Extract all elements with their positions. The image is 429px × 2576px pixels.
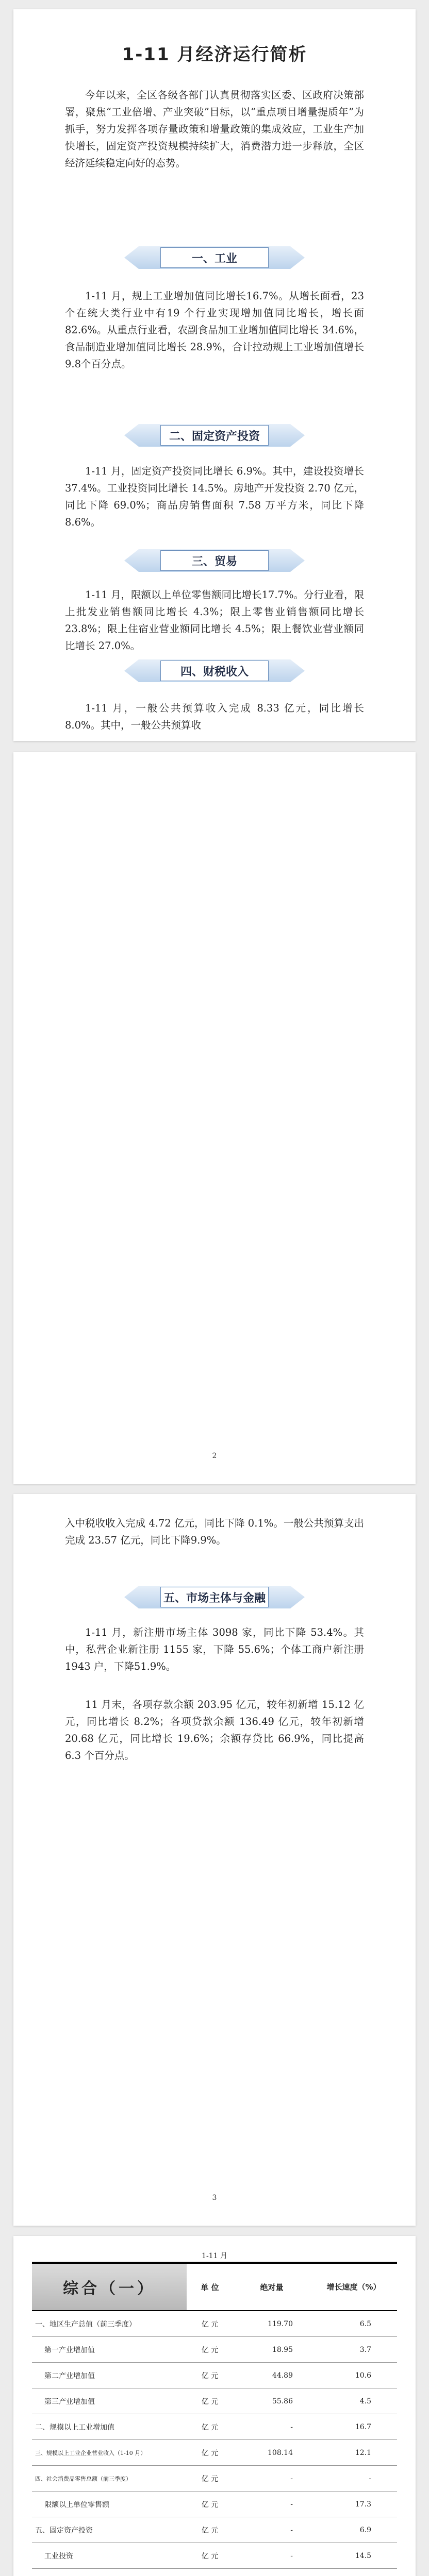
- row-label: 工业投资: [44, 2552, 73, 2561]
- section-banner-trade: [124, 549, 305, 572]
- industry-paragraph: 1-11 月，规上工业增加值同比增长16.7%。从增长面看，23 个在统大类行业中有19 个行业实现增加值同比增长，增长面82.6%。从重点行业看，农副食品加工业增加值同比增长 34.6%，食品制造业增加值同比增长 28.9%，合计拉动规上工业增加值增长 9.8个百分点。: [65, 290, 364, 370]
- row-absolute-value: 108.14: [268, 2448, 293, 2457]
- row-unit: 亿 元: [201, 2423, 219, 2432]
- row-unit: 亿 元: [201, 2526, 219, 2535]
- section-heading-market: 五、市场主体与金融: [160, 1587, 269, 1607]
- row-label: 四、社会消费品零售总额（前三季度）: [35, 2475, 131, 2482]
- row-label: 第二产业增加值: [44, 2371, 95, 2380]
- page-number: 2: [212, 1452, 217, 1460]
- row-label: 三、规模以上工业企业营业收入（1-10 月）: [35, 2449, 146, 2456]
- row-label: 限额以上单位零售额: [44, 2500, 109, 2509]
- bank-paragraph: 11 月末，各项存款余额 203.95 亿元，较年初新增 15.12 亿元，同比增长 8.2%；各项贷款余额 136.49 亿元，较年初新增 20.68 亿元，同比增长 19.6%；余额存贷比 66.9%，同比提高 6.3 个百分点。: [65, 1699, 364, 1761]
- page-4: [13, 2236, 416, 2576]
- row-growth-rate: 12.1: [355, 2448, 371, 2457]
- row-unit: 亿 元: [201, 2449, 219, 2458]
- row-unit: 亿 元: [201, 2346, 219, 2354]
- table-row: [32, 2440, 397, 2466]
- table-row: [32, 2466, 397, 2492]
- section-heading-investment: 二、固定资产投资: [160, 425, 269, 446]
- row-growth-rate: 16.7: [355, 2422, 371, 2431]
- row-absolute-value: -: [290, 2422, 293, 2431]
- table-row: [32, 2337, 397, 2363]
- table-row: [32, 2569, 397, 2576]
- section-banner-industry: [124, 246, 305, 269]
- row-label: 二、规模以上工业增加值: [35, 2423, 114, 2432]
- section-banner-market: [124, 1586, 305, 1608]
- section-heading-trade: 三、贸易: [160, 550, 269, 571]
- table-period: 1-11 月: [202, 2252, 227, 2260]
- page-3: [13, 1494, 416, 2226]
- page-2: [13, 752, 416, 1484]
- section-banner-investment: [124, 424, 305, 447]
- table-row: [32, 2388, 397, 2414]
- row-absolute-value: -: [290, 2551, 293, 2560]
- row-absolute-value: 18.95: [272, 2345, 293, 2354]
- row-unit: 亿 元: [201, 2397, 219, 2406]
- row-growth-rate: 10.6: [355, 2371, 371, 2380]
- section-banner-finance: [124, 659, 305, 682]
- row-unit: 亿 元: [201, 2500, 219, 2509]
- row-growth-rate: -: [369, 2474, 371, 2483]
- header-growth-rate: 增长速度（%）: [326, 2282, 381, 2292]
- finance-paragraph-cont: 入中税收收入完成 4.72 亿元，同比下降 0.1%。一般公共预算支出完成 23.57 亿元，同比下降9.9%。: [65, 1517, 364, 1546]
- page-1: [13, 9, 416, 741]
- table-row: [32, 2517, 397, 2543]
- section-heading-industry: 一、工业: [160, 247, 269, 268]
- row-label: 五、固定资产投资: [35, 2526, 93, 2535]
- trade-paragraph: 1-11 月，限额以上单位零售额同比增长17.7%。分行业看，限上批发业销售额同比增长 4.3%；限上零售业销售额同比增长 23.8%；限上住宿业营业额同比增长 4.5%；限上餐饮业营业额同比增长 27.0%。: [65, 589, 364, 652]
- table-row: [32, 2311, 397, 2337]
- row-absolute-value: 119.70: [268, 2319, 293, 2328]
- table-row: [32, 2543, 397, 2569]
- table-body: [32, 2311, 397, 2576]
- intro-paragraph: 今年以来，全区各级各部门认真贯彻落实区委、区政府决策部署，聚焦“工业倍增、产业突破”目标，以“重点项目增量提质年”为抓手，努力发挥各项存量政策和增量政策的集成效应，工业生产加快增长，固定资产投资规模持续扩大，消费潜力进一步释放，全区经济延续稳定向好的态势。: [65, 89, 364, 169]
- row-growth-rate: 4.5: [359, 2397, 371, 2405]
- row-growth-rate: 3.7: [359, 2345, 371, 2354]
- summary-table-1: [32, 2250, 397, 2576]
- row-absolute-value: 55.86: [272, 2397, 293, 2405]
- finance-paragraph-start: 1-11 月，一般公共预算收入完成 8.33 亿元，同比增长 8.0%。其中，一般公共预算收: [65, 702, 364, 731]
- page-number: 3: [212, 2194, 217, 2202]
- row-label: 第一产业增加值: [44, 2346, 95, 2354]
- table-title: 综合（一）: [32, 2264, 187, 2310]
- row-growth-rate: 14.5: [355, 2551, 371, 2560]
- row-absolute-value: -: [290, 2526, 293, 2534]
- row-unit: 亿 元: [201, 2552, 219, 2561]
- table-row: [32, 2492, 397, 2517]
- row-unit: 亿 元: [201, 2320, 219, 2329]
- row-label: 一、地区生产总值（前三季度）: [35, 2320, 136, 2329]
- row-absolute-value: -: [290, 2500, 293, 2509]
- row-absolute-value: -: [290, 2474, 293, 2483]
- row-absolute-value: 44.89: [272, 2371, 293, 2380]
- section-heading-finance: 四、财税收入: [160, 660, 269, 681]
- report-title: 1-11 月经济运行简析: [122, 44, 307, 65]
- investment-paragraph: 1-11 月，固定资产投资同比增长 6.9%。其中，建设投资增长 37.4%。工业投资同比增长 14.5%。房地产开发投资 2.70 亿元，同比下降 69.0%；商品房销售面积 7.58 万平方米，同比下降 8.6%。: [65, 465, 364, 528]
- table-header: [32, 2264, 397, 2311]
- row-unit: 亿 元: [201, 2475, 219, 2483]
- header-absolute: 绝对量: [260, 2282, 284, 2292]
- table-row: [32, 2414, 397, 2440]
- row-growth-rate: 17.3: [355, 2500, 371, 2509]
- row-growth-rate: 6.5: [359, 2319, 371, 2328]
- market-paragraph: 1-11 月，新注册市场主体 3098 家，同比下降 53.4%。其中，私营企业新注册 1155 家，下降 55.6%；个体工商户新注册 1943 户，下降51.9%。: [65, 1626, 364, 1672]
- row-unit: 亿 元: [201, 2371, 219, 2380]
- row-label: 第三产业增加值: [44, 2397, 95, 2406]
- table-row: [32, 2363, 397, 2388]
- row-growth-rate: 6.9: [359, 2526, 371, 2534]
- header-unit: 单 位: [201, 2282, 219, 2292]
